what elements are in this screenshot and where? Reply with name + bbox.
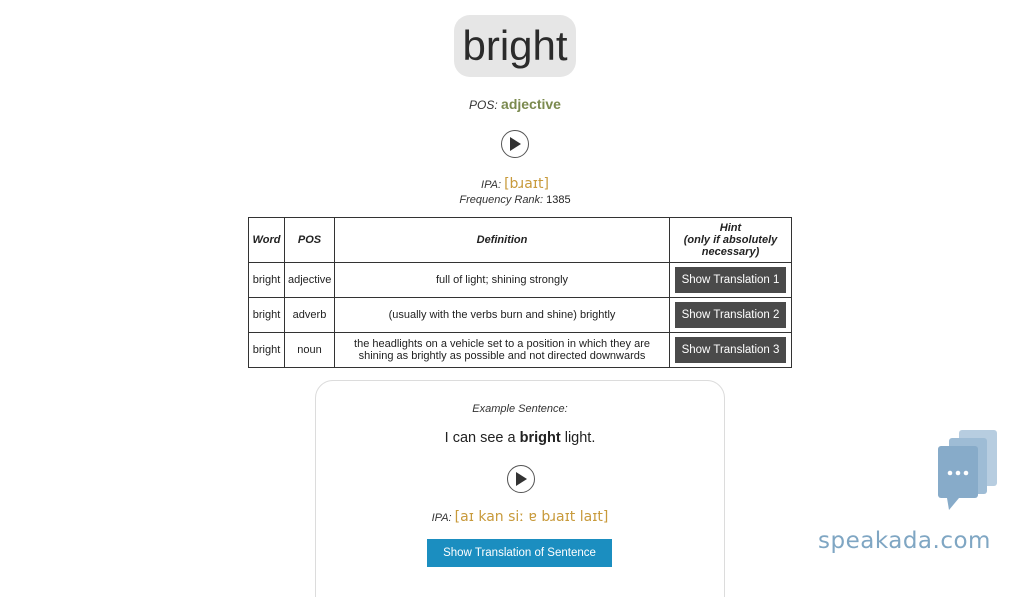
- frequency-line: [0, 194, 1024, 206]
- header-hint-title: Hint: [719, 222, 742, 234]
- header-hint: [670, 218, 792, 263]
- frequency-value: 1385: [546, 194, 571, 206]
- headword: bright: [454, 15, 576, 77]
- ipa-label: IPA:: [481, 179, 502, 191]
- table-row: [249, 263, 792, 298]
- show-sentence-translation-button[interactable]: Show Translation of Sentence: [427, 539, 612, 567]
- cell-definition: the headlights on a vehicle set to a position in which they are shining as brightly as possible and not directed downwards: [335, 333, 670, 368]
- table-row: [249, 333, 792, 368]
- cell-pos: noun: [285, 333, 335, 368]
- cell-word: bright: [249, 263, 285, 298]
- example-ipa-value: [aɪ kan siː ɐ bɹaɪt laɪt]: [454, 509, 609, 525]
- pos-label: POS:: [469, 98, 498, 112]
- cell-word: bright: [249, 298, 285, 333]
- cell-word: bright: [249, 333, 285, 368]
- pos-value: adjective: [501, 96, 561, 112]
- show-translation-1-button[interactable]: Show Translation 1: [675, 267, 787, 293]
- example-sentence-after: light.: [560, 430, 596, 446]
- example-ipa-label: IPA:: [431, 512, 452, 524]
- header-definition: Definition: [335, 218, 670, 263]
- example-sentence-label: Example Sentence:: [472, 403, 568, 415]
- play-icon: [514, 471, 528, 487]
- show-translation-3-button[interactable]: Show Translation 3: [675, 337, 787, 363]
- show-translation-2-button[interactable]: Show Translation 2: [675, 302, 787, 328]
- cell-definition: full of light; shining strongly: [335, 263, 670, 298]
- example-sentence-before: I can see a: [444, 430, 520, 446]
- cell-pos: adjective: [285, 263, 335, 298]
- example-sentence-keyword: bright: [519, 430, 561, 446]
- cell-hint: [670, 298, 792, 333]
- table-row: [249, 298, 792, 333]
- frequency-label: Frequency Rank:: [459, 194, 544, 206]
- brand-wordmark: speakada.com: [818, 528, 991, 554]
- table-header-row: [249, 218, 792, 263]
- cell-pos: adverb: [285, 298, 335, 333]
- cell-hint: [670, 333, 792, 368]
- play-icon: [508, 136, 522, 152]
- header-pos: POS: [285, 218, 335, 263]
- example-ipa-line: [316, 509, 724, 525]
- header-hint-note: (only if absolutely necessary): [683, 234, 778, 258]
- pos-line: [0, 96, 1024, 112]
- cell-definition: (usually with the verbs burn and shine) brightly: [335, 298, 670, 333]
- header-word: Word: [249, 218, 285, 263]
- speech-bubbles-logo-icon: [937, 428, 999, 512]
- example-sentence-card: [315, 380, 725, 597]
- play-word-audio-button[interactable]: [501, 130, 529, 158]
- example-sentence: [316, 430, 724, 446]
- definitions-table: [248, 217, 792, 368]
- ipa-value: [bɹaɪt]: [504, 176, 549, 192]
- play-sentence-audio-button[interactable]: [507, 465, 535, 493]
- ipa-line: [0, 176, 1024, 192]
- cell-hint: [670, 263, 792, 298]
